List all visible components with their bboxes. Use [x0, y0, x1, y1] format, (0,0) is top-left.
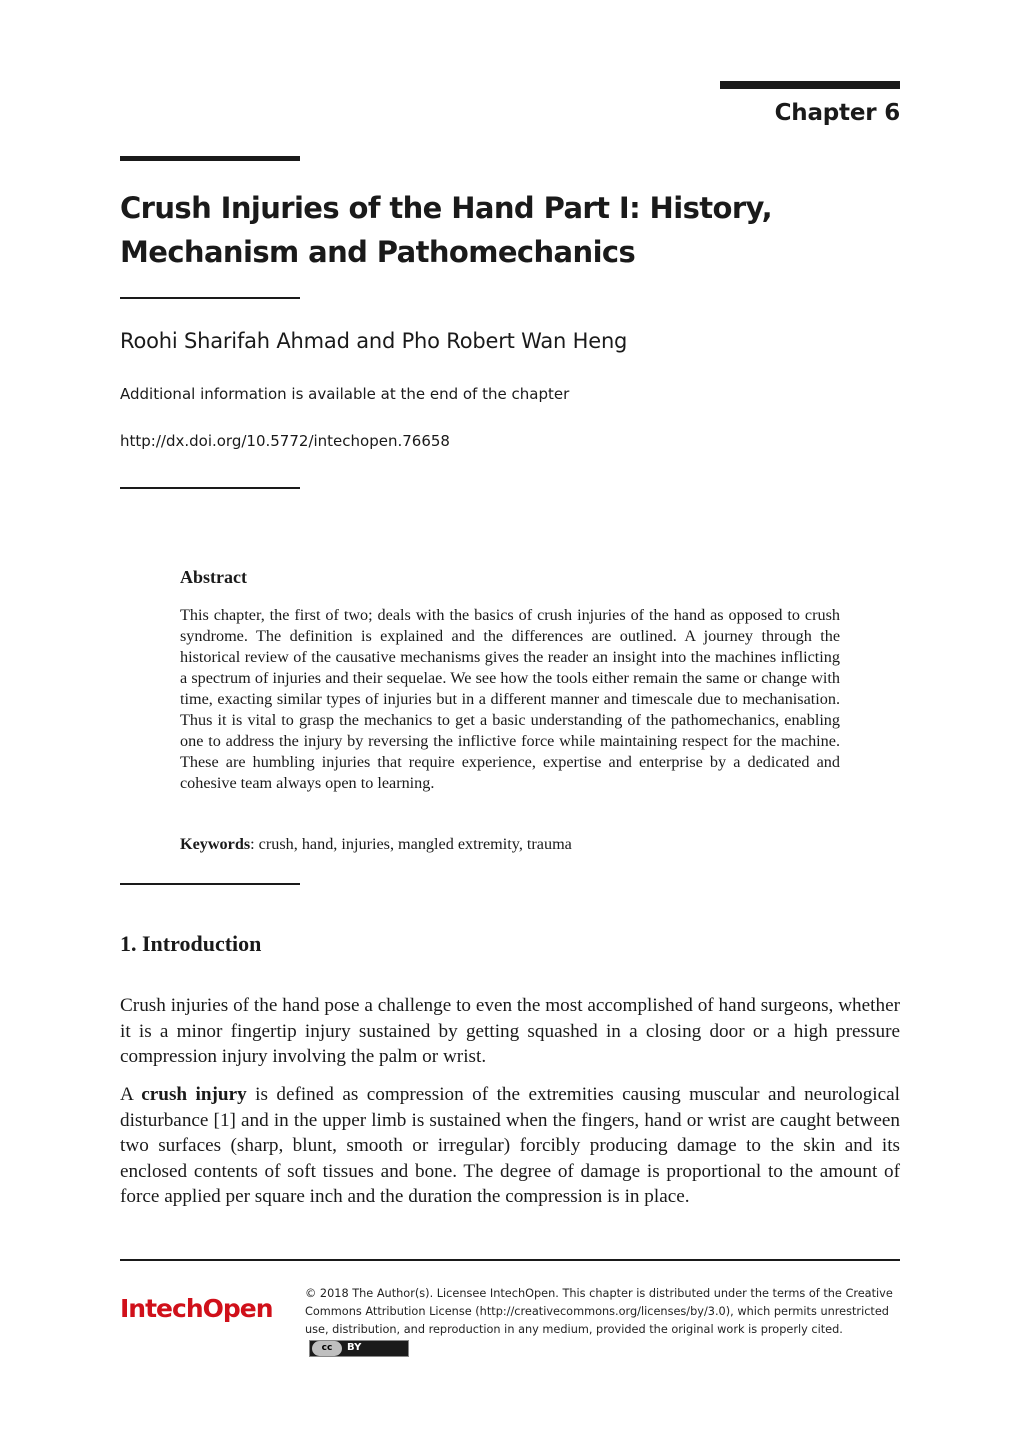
creative-commons-icon: cc [312, 1341, 342, 1356]
intro-paragraph-2 [120, 1082, 900, 1210]
title-divider-bottom [120, 297, 300, 299]
chapter-divider-bar [720, 81, 900, 89]
section-divider [120, 883, 300, 885]
license-text: © 2018 The Author(s). Licensee IntechOpen. This chapter is distributed under the terms of the Creative Commons Attribution License (http://creativecommons.org/licenses/by/3.0), which permits unrestricted use, distribution, and reproduction in any medium, provided the original work is properly cited. [305, 1287, 893, 1336]
footer-divider [120, 1259, 900, 1261]
authors: Roohi Sharifah Ahmad and Pho Robert Wan Heng [120, 329, 628, 353]
by-label: BY [347, 1342, 362, 1353]
keywords-list: : crush, hand, injuries, mangled extremity, trauma [250, 835, 572, 853]
chapter-label: Chapter 6 [774, 100, 900, 126]
intro-paragraph-1: Crush injuries of the hand pose a challenge to even the most accomplished of hand surgeons, whether it is a minor fingertip injury sustained by getting squashed in a closing door or a high pressure compression injury involving the palm or wrist. [120, 995, 900, 1067]
article-title: Crush Injuries of the Hand Part I: History, Mechanism and Pathomechanics [120, 191, 772, 269]
license-notice [305, 1285, 905, 1357]
text-span: is defined as compression of the extremities causing muscular and neurological disturbance [1] and in the upper limb is sustained when the fingers, hand or wrist are caught between two surfaces (sharp, blunt, smooth or irregular) forcibly producing damage to the skin and its enclosed contents of soft tissues and bone. The degree of damage is proportional to the amount of force applied per square inch and the duration the compression is in place. [120, 1084, 900, 1207]
cc-by-badge[interactable] [309, 1340, 409, 1357]
doi-link[interactable]: http://dx.doi.org/10.5772/intechopen.76658 [120, 432, 450, 450]
doi-divider [120, 487, 300, 489]
text-span: A [120, 1084, 142, 1105]
crush-injury-term: crush injury [141, 1084, 247, 1105]
abstract-body: This chapter, the first of two; deals with the basics of crush injuries of the hand as opposed to crush syndrome. The definition is explained and the differences are outlined. A journey through the historical review of the causative mechanisms gives the reader an insight into the machines inflicting a spectrum of injuries and their sequelae. We see how the tools either remain the same or change with time, exacting similar types of injuries but in a different manner and timescale due to mechanisation. Thus it is vital to grasp the mechanics to get a basic understanding of the pathomechanics, enabling one to address the injury by reversing the inflictive force while maintaining respect for the machine. These are humbling injuries that require experience, expertise and enterprise by a dedicated and cohesive team always open to learning. [180, 606, 840, 792]
additional-info-note: Additional information is available at the end of the chapter [120, 385, 570, 403]
keywords-label: Keywords [180, 835, 251, 853]
keywords [180, 835, 572, 854]
intechopen-logo[interactable]: IntechOpen [120, 1294, 273, 1323]
section-heading-introduction: 1. Introduction [120, 931, 262, 956]
title-divider-top [120, 156, 300, 161]
abstract-heading: Abstract [180, 567, 247, 587]
